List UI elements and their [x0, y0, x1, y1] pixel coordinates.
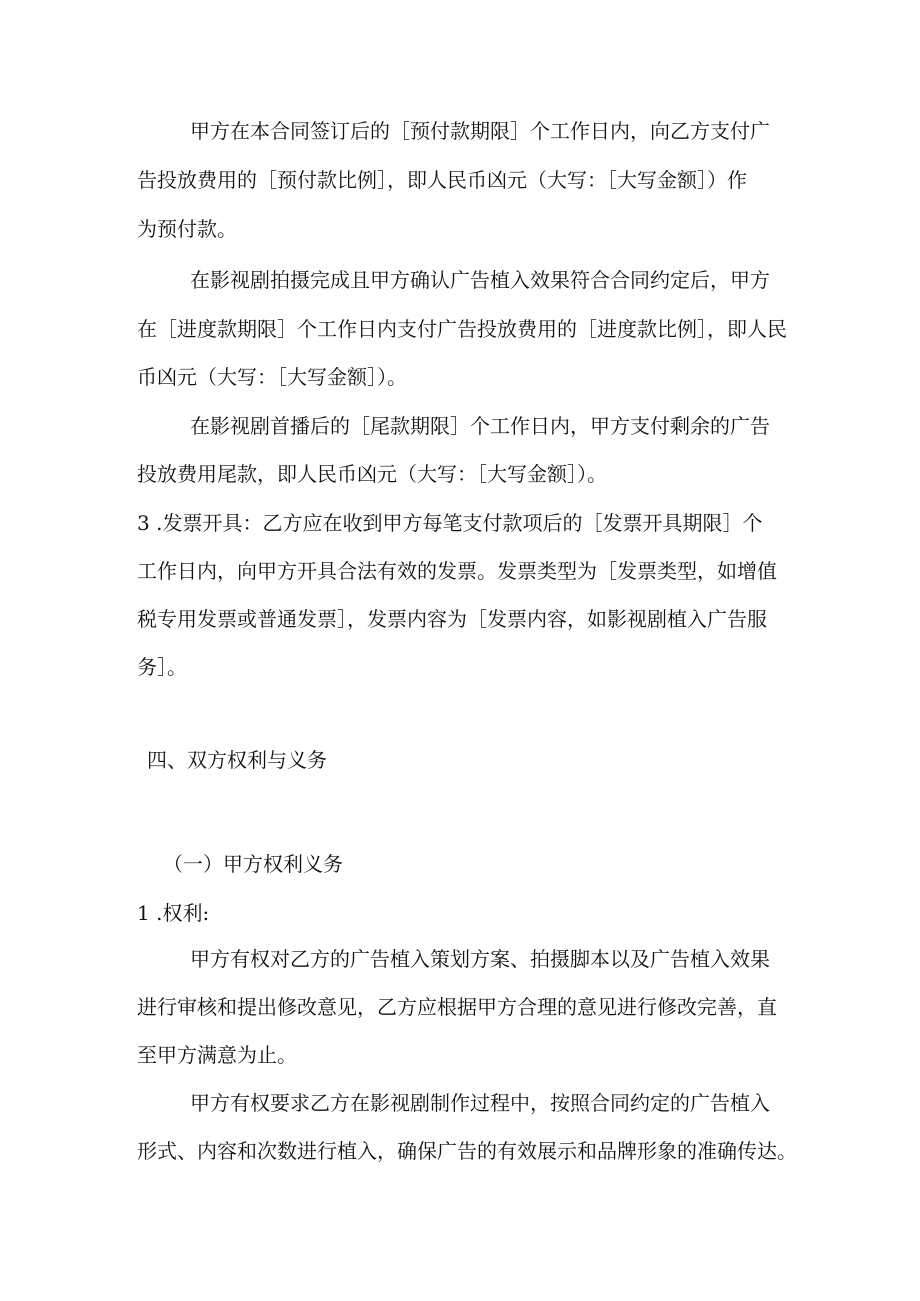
item-heading: 1 .权利:	[137, 901, 210, 925]
text-line: 甲方有权要求乙方在影视剧制作过程中，按照合同约定的广告植入	[190, 1091, 770, 1115]
text-line: 税专用发票或普通发票］，发票内容为［发票内容，如影视剧植入广告服	[137, 607, 767, 631]
section-heading: 四、双方权利与义务	[147, 748, 327, 772]
text-line: 投放费用尾款，即人民币凶元（大写：［大写金额］）。	[137, 462, 607, 486]
text-line: 在影视剧拍摄完成且甲方确认广告植入效果符合合同约定后，甲方	[190, 268, 770, 292]
text-line: 工作日内，向甲方开具合法有效的发票。发票类型为［发票类型，如增值	[137, 559, 777, 583]
text-line: 为预付款。	[137, 217, 237, 241]
text-line: 务］。	[137, 655, 187, 679]
text-line: 进行审核和提出修改意见，乙方应根据甲方合理的意见进行修改完善，直	[137, 995, 777, 1019]
text-line: 形式、内容和次数进行植入，确保广告的有效展示和品牌形象的准确传达。	[137, 1139, 797, 1163]
text-line: 在影视剧首播后的［尾款期限］个工作日内，甲方支付剩余的广告	[190, 414, 770, 438]
text-line: 告投放费用的［预付款比例］，即人民币凶元（大写：［大写金额］）作	[137, 168, 747, 192]
subsection-heading: （一）甲方权利义务	[163, 852, 343, 876]
text-line: 甲方在本合同签订后的［预付款期限］个工作日内，向乙方支付广	[190, 119, 770, 143]
text-line: 币凶元（大写：［大写金额］）。	[137, 365, 407, 389]
text-line: 至甲方满意为止。	[137, 1043, 297, 1067]
text-line: 在［进度款期限］个工作日内支付广告投放费用的［进度款比例］，即人民	[137, 317, 787, 341]
text-line: 甲方有权对乙方的广告植入策划方案、拍摄脚本以及广告植入效果	[190, 947, 770, 971]
text-line: 3 .发票开具：乙方应在收到甲方每笔支付款项后的［发票开具期限］个	[137, 511, 763, 535]
